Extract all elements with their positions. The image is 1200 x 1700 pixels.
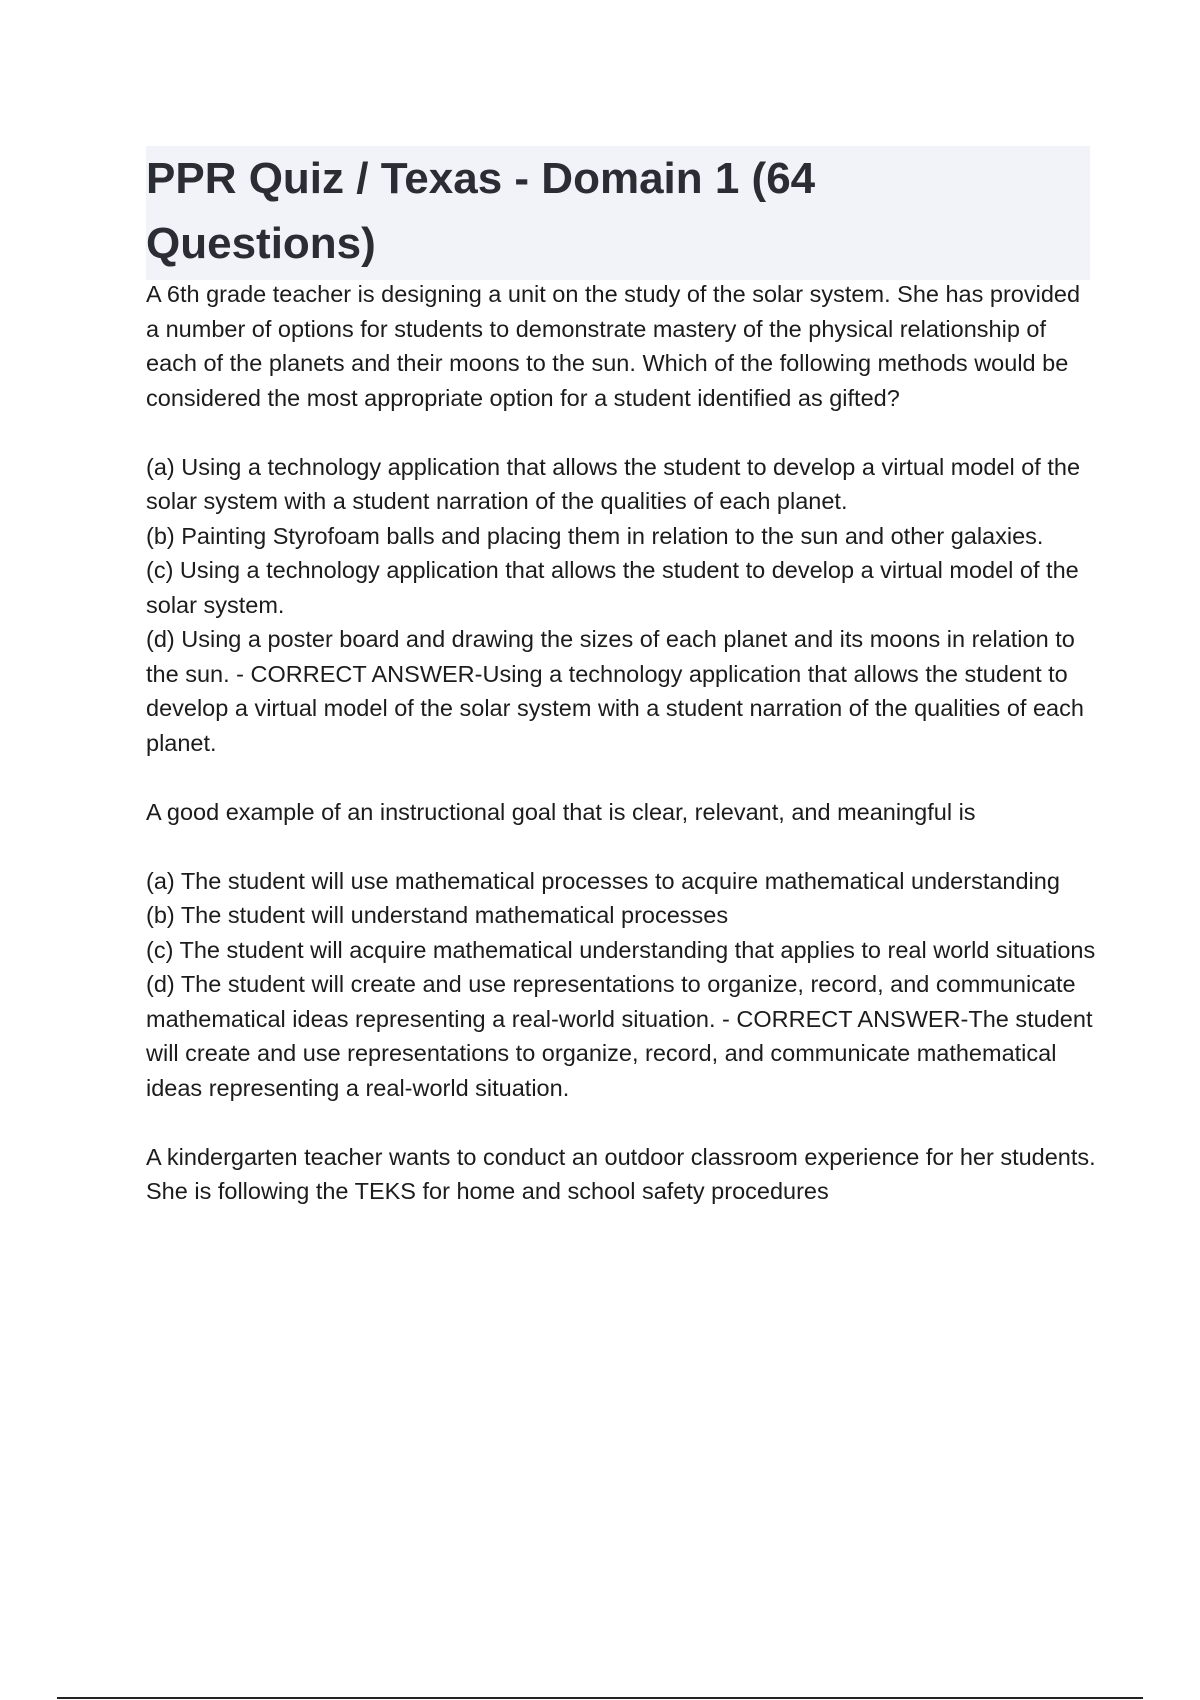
question-3-stem: A kindergarten teacher wants to conduct an outdoor classroom experience for her students. She is following the TEKS for home and school safety procedures [146,1143,1096,1204]
question-2-stem: A good example of an instructional goal that is clear, relevant, and meaningful is [146,798,976,825]
question-1-stem: A 6th grade teacher is designing a unit on the study of the solar system. She has provided a number of options for students to demonstrate mastery of the physical relationship of each of the planets and their moons to the sun. Which of the following methods would be considered the most appropriate option for a student identified as gifted? [146,281,1081,411]
footer-divider [57,1697,1143,1699]
question-2-option-b: (b) The student will understand mathematical processes [146,902,729,928]
question-1-option-d-answer: (d) Using a poster board and drawing the sizes of each planet and its moons in relation to the sun. - CORRECT ANSWER-Using a technology application that allows the student to develop a virtual model of the solar system with a student narration of the qualities of each planet. [146,626,1084,756]
title-block [146,146,1090,280]
document-body [146,277,1096,1209]
page-title: PPR Quiz / Texas - Domain 1 (64 Questions) [146,154,816,268]
question-2-option-a: (a) The student will use mathematical processes to acquire mathematical understanding [146,867,1060,894]
question-2-option-c: (c) The student will acquire mathematical understanding that applies to real world situations [146,936,1096,963]
question-2-option-d-answer: (d) The student will create and use representations to organize, record, and communicate mathematical ideas representing a real-world situation. - CORRECT ANSWER-The student will create and use representations to organize, record, and communicate mathematical ideas representing a real-world situation. [146,971,1093,1101]
question-1-option-a: (a) Using a technology application that allows the student to develop a virtual model of the solar system with a student narration of the qualities of each planet. [146,453,1081,514]
question-1-option-c: (c) Using a technology application that allows the student to develop a virtual model of the solar system. [146,557,1079,618]
question-1-option-b: (b) Painting Styrofoam balls and placing them in relation to the sun and other galaxies. [146,522,1044,549]
